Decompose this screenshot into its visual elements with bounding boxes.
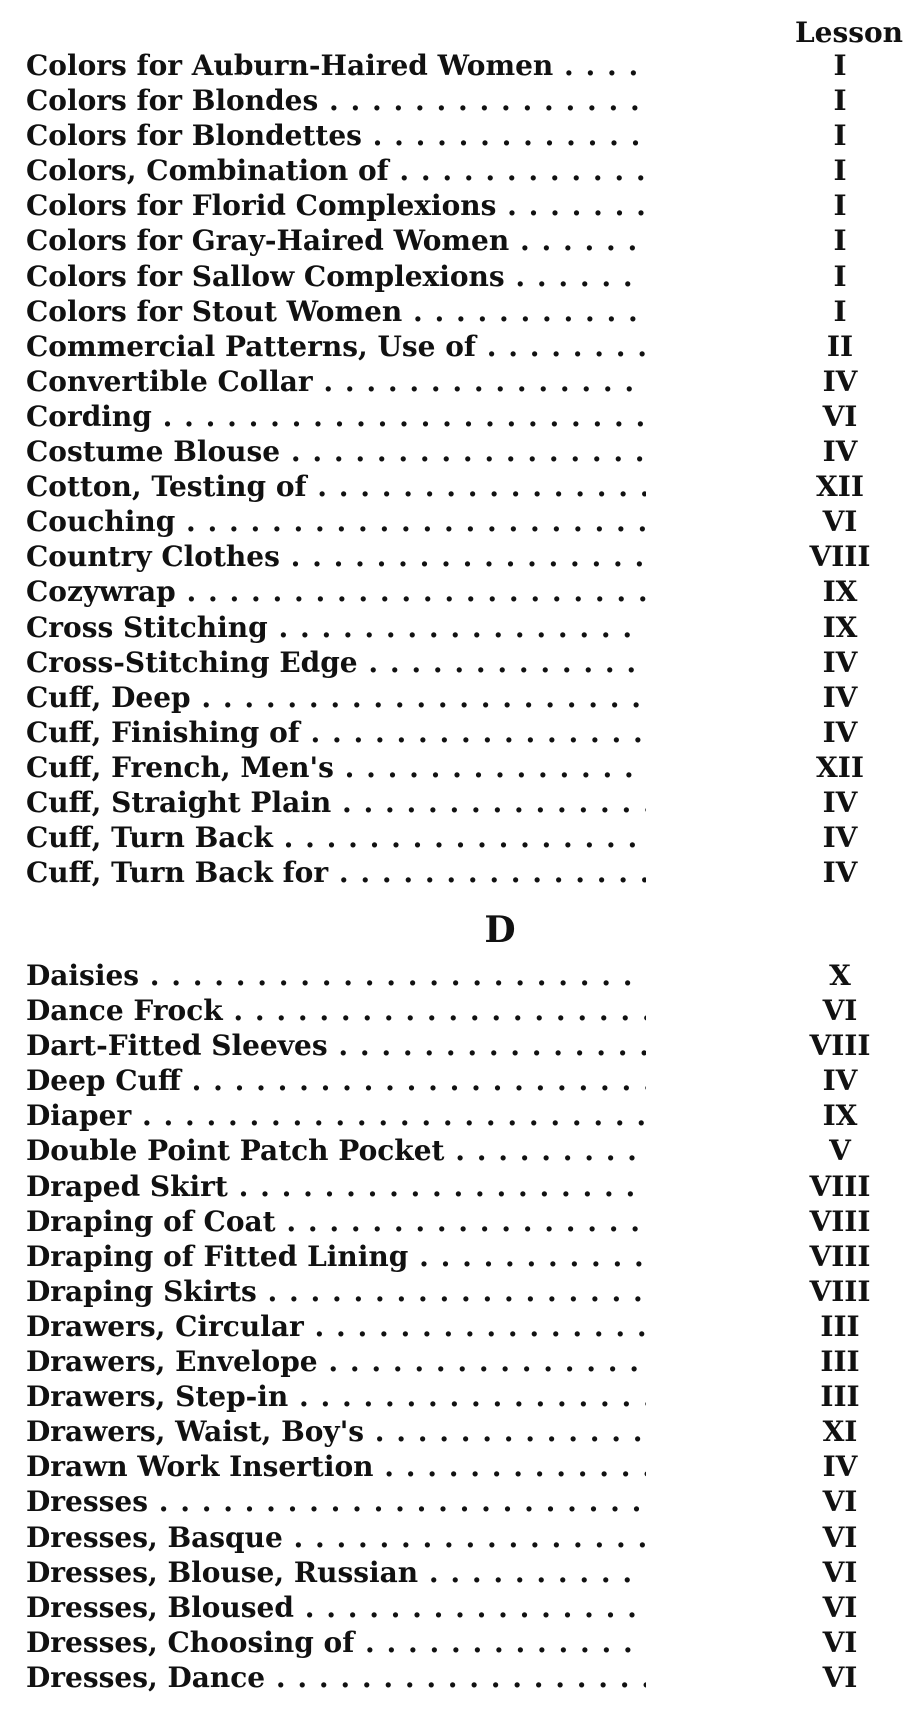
entry-lesson-number: I — [833, 84, 847, 118]
index-entry — [0, 1344, 915, 1379]
entry-lesson-number: VI — [822, 505, 858, 539]
index-entry — [0, 118, 915, 153]
entry-lesson-number: I — [833, 154, 847, 188]
index-entry — [0, 1520, 915, 1555]
entry-title: Cording . . . — [26, 399, 646, 434]
index-entry — [0, 1379, 915, 1414]
index-entry — [0, 1274, 915, 1309]
entry-title: Dresses, Choosing of . . . — [26, 1625, 646, 1660]
entry-title: Cotton, Testing of . . . — [26, 469, 646, 504]
entry-lesson-number: IV — [822, 680, 858, 714]
index-entry — [0, 294, 915, 329]
entry-title: Draping of Coat . . . — [26, 1204, 646, 1239]
entry-lesson-number: IX — [822, 1099, 858, 1133]
entry-lesson-number: I — [833, 224, 847, 258]
entry-title: Dresses . . . — [26, 1484, 646, 1519]
index-entry — [0, 1590, 915, 1625]
index-entry — [0, 1449, 915, 1484]
index-entry — [0, 1625, 915, 1660]
entry-lesson-number: III — [820, 1380, 860, 1414]
entry-title: Costume Blouse . . . — [26, 434, 646, 469]
index-entry — [0, 1414, 915, 1449]
entry-lesson-number: VIII — [809, 1204, 871, 1238]
entry-lesson-number: I — [833, 119, 847, 153]
entry-title: Cross Stitching . . . — [26, 610, 646, 645]
entry-lesson-number: IV — [822, 715, 858, 749]
entry-title: Cuff, Straight Plain . . . — [26, 785, 646, 820]
index-entry — [0, 1098, 915, 1133]
index-entry — [0, 83, 915, 118]
entry-lesson-number: VIII — [809, 1029, 871, 1063]
entry-title: Dance Frock . . . — [26, 993, 646, 1028]
index-section-d — [0, 958, 915, 1695]
index-entry — [0, 1133, 915, 1168]
index-entry — [0, 188, 915, 223]
entry-title: Couching . . . — [26, 504, 646, 539]
index-entry — [0, 539, 915, 574]
entry-lesson-number: VI — [822, 994, 858, 1028]
index-entry — [0, 1555, 915, 1590]
entry-title: Dresses, Blouse, Russian . . . — [26, 1555, 646, 1590]
entry-lesson-number: IX — [822, 610, 858, 644]
index-entry — [0, 153, 915, 188]
index-entry — [0, 715, 915, 750]
entry-lesson-number: I — [833, 189, 847, 223]
entry-title: Draped Skirt . . . — [26, 1169, 646, 1204]
entry-lesson-number: X — [829, 959, 851, 992]
entry-title: Colors for Blondettes . . . — [26, 118, 646, 153]
index-entry — [0, 1063, 915, 1098]
index-entry — [0, 469, 915, 504]
entry-title: Colors for Florid Complexions . . . — [26, 188, 646, 223]
index-entry — [0, 504, 915, 539]
entry-title: Dresses, Basque . . . — [26, 1520, 646, 1555]
entry-lesson-number: VI — [822, 1590, 858, 1624]
index-entry — [0, 610, 915, 645]
entry-lesson-number: IV — [822, 821, 858, 855]
entry-title: Cuff, Deep . . . — [26, 680, 646, 715]
index-entry — [0, 574, 915, 609]
entry-title: Drawers, Waist, Boy's . . . — [26, 1414, 646, 1449]
entry-title: Dart-Fitted Sleeves . . . — [26, 1028, 646, 1063]
entry-title: Colors for Gray-Haired Women . . . — [26, 223, 646, 258]
index-entry — [0, 855, 915, 890]
index-entry — [0, 750, 915, 785]
entry-title: Cross-Stitching Edge . . . — [26, 645, 646, 680]
entry-title: Diaper . . . — [26, 1098, 646, 1133]
entry-title: Dresses, Dance . . . — [26, 1660, 646, 1695]
entry-lesson-number: IV — [822, 785, 858, 819]
entry-lesson-number: I — [833, 49, 847, 82]
section-heading-d: D — [484, 909, 516, 951]
index-entry — [0, 329, 915, 364]
entry-title: Draping of Fitted Lining . . . — [26, 1239, 646, 1274]
entry-lesson-number: IV — [822, 645, 858, 679]
entry-title: Convertible Collar . . . — [26, 364, 646, 399]
entry-lesson-number: VI — [822, 399, 858, 433]
entry-title: Colors for Blondes . . . — [26, 83, 646, 118]
entry-lesson-number: VI — [822, 1485, 858, 1519]
index-entry — [0, 1169, 915, 1204]
index-entry — [0, 785, 915, 820]
entry-lesson-number: IV — [822, 1450, 858, 1484]
entry-title: Cuff, Finishing of . . . — [26, 715, 646, 750]
entry-lesson-number: VI — [822, 1555, 858, 1589]
entry-lesson-number: I — [833, 294, 847, 328]
entry-lesson-number: XI — [822, 1415, 858, 1449]
entry-title: Cuff, French, Men's . . . — [26, 750, 646, 785]
entry-lesson-number: III — [820, 1345, 860, 1379]
entry-lesson-number: XII — [816, 750, 864, 784]
index-entry — [0, 48, 915, 83]
entry-lesson-number: IV — [822, 435, 858, 469]
entry-lesson-number: IV — [822, 364, 858, 398]
entry-title: Dresses, Bloused . . . — [26, 1590, 646, 1625]
entry-lesson-number: VIII — [809, 1239, 871, 1273]
entry-title: Colors, Combination of . . . — [26, 153, 646, 188]
entry-lesson-number: I — [833, 259, 847, 293]
entry-title: Drawers, Envelope . . . — [26, 1344, 646, 1379]
lesson-column-header: Lesson — [794, 16, 904, 49]
entry-title: Drawers, Step-in . . . — [26, 1379, 646, 1414]
entry-lesson-number: IV — [822, 856, 858, 890]
index-entry — [0, 1660, 915, 1695]
entry-title: Cuff, Turn Back for . . . — [26, 855, 646, 890]
entry-title: Drawers, Circular . . . — [26, 1309, 646, 1344]
entry-title: Daisies . . . — [26, 958, 646, 993]
index-entry — [0, 1028, 915, 1063]
entry-title: Drawn Work Insertion . . . — [26, 1449, 646, 1484]
index-entry — [0, 1204, 915, 1239]
index-entry — [0, 364, 915, 399]
entry-title: Colors for Sallow Complexions . . . — [26, 259, 646, 294]
index-entry — [0, 223, 915, 258]
entry-lesson-number: VIII — [809, 540, 871, 574]
entry-title: Commercial Patterns, Use of . . . — [26, 329, 646, 364]
entry-title: Draping Skirts . . . — [26, 1274, 646, 1309]
entry-lesson-number: VIII — [809, 1274, 871, 1308]
entry-title: Colors for Auburn-Haired Women . . . — [26, 48, 646, 83]
entry-lesson-number: V — [829, 1134, 851, 1168]
index-entry — [0, 958, 915, 993]
entry-lesson-number: VI — [822, 1520, 858, 1554]
entry-title: Deep Cuff . . . — [26, 1063, 646, 1098]
entry-lesson-number: VI — [822, 1660, 858, 1694]
index-entry — [0, 1239, 915, 1274]
index-entry — [0, 1309, 915, 1344]
index-entry — [0, 993, 915, 1028]
index-entry — [0, 259, 915, 294]
entry-title: Country Clothes . . . — [26, 539, 646, 574]
entry-lesson-number: XII — [816, 470, 864, 504]
index-section-c — [0, 48, 915, 890]
index-entry — [0, 820, 915, 855]
entry-lesson-number: III — [820, 1309, 860, 1343]
index-entry — [0, 434, 915, 469]
entry-lesson-number: VI — [822, 1625, 858, 1659]
index-entry — [0, 645, 915, 680]
entry-lesson-number: VIII — [809, 1169, 871, 1203]
index-entry — [0, 399, 915, 434]
index-entry — [0, 1484, 915, 1519]
entry-lesson-number: II — [826, 329, 854, 363]
entry-lesson-number: IX — [822, 575, 858, 609]
entry-title: Cozywrap . . . — [26, 574, 646, 609]
entry-lesson-number: IV — [822, 1064, 858, 1098]
entry-title: Cuff, Turn Back . . . — [26, 820, 646, 855]
entry-title: Double Point Patch Pocket . . . — [26, 1133, 646, 1168]
index-entry — [0, 680, 915, 715]
entry-title: Colors for Stout Women . . . — [26, 294, 646, 329]
